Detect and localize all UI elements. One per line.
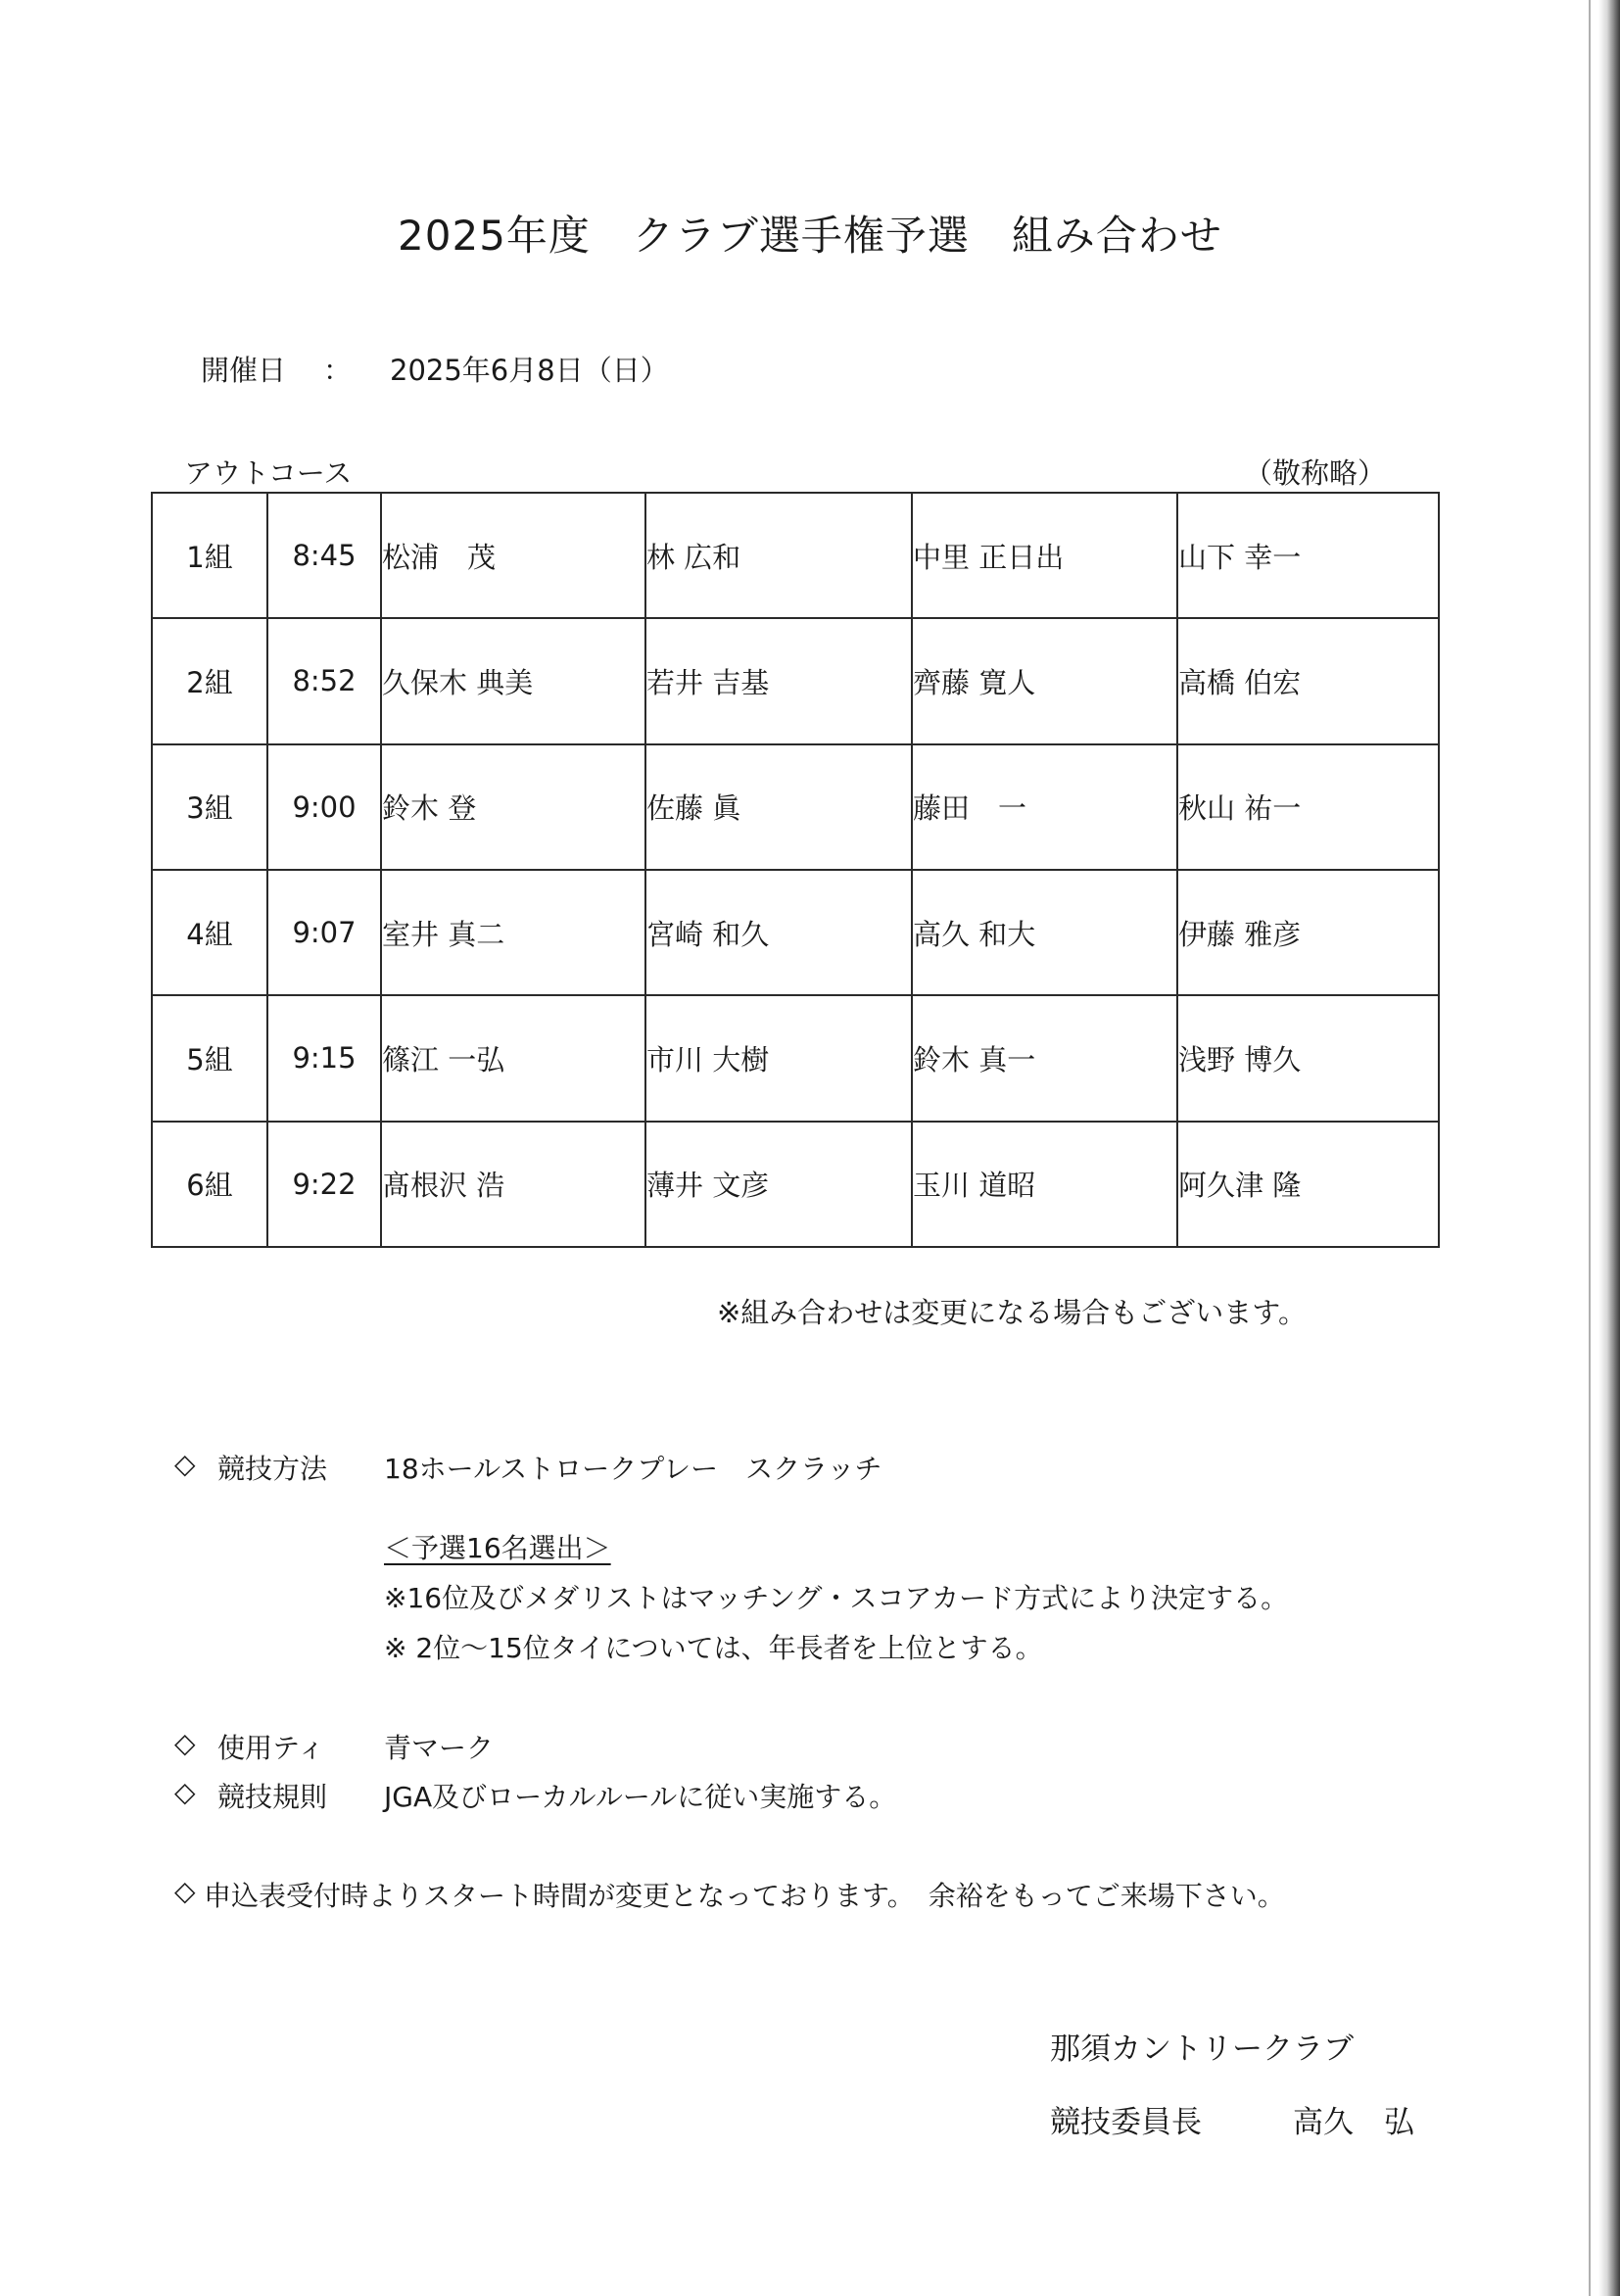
player-name: 髙根沢 浩 (382, 1169, 505, 1203)
group-number: 5組 (152, 995, 267, 1121)
group-number: 3組 (152, 744, 267, 870)
rules-label: 競技規則 (217, 1781, 328, 1813)
player-name: 鈴木 登 (382, 791, 477, 826)
player-cell (912, 493, 1177, 618)
player-cell (1177, 744, 1439, 870)
course-label: アウトコース (184, 456, 353, 490)
table-row (152, 618, 1439, 743)
group-number: 1組 (152, 493, 267, 618)
tee-time: 9:07 (267, 870, 381, 995)
date-separator: ： (323, 354, 353, 387)
player-name: 山下 幸一 (1178, 540, 1302, 574)
player-cell (1177, 493, 1439, 618)
player-cell (912, 744, 1177, 870)
player-name: 高橋 伯宏 (1178, 665, 1302, 699)
event-date: 2025年6月8日（日） (390, 354, 669, 387)
player-name: 秋山 祐一 (1178, 791, 1302, 826)
player-cell (645, 744, 912, 870)
player-cell (1177, 995, 1439, 1121)
rules-value: JGA及びローカルルールに従い実施する。 (384, 1781, 897, 1813)
table-row (152, 493, 1439, 618)
table-row (152, 744, 1439, 870)
qualifier-note-2: ※ 2位～15位タイについては、年長者を上位とする。 (384, 1632, 1043, 1664)
qualifier-note-1: ※16位及びメダリストはマッチング・スコアカード方式により決定する。 (384, 1582, 1289, 1614)
table-row (152, 995, 1439, 1121)
player-name: 鈴木 真一 (913, 1042, 1036, 1076)
player-cell (912, 1122, 1177, 1247)
player-name: 伊藤 雅彦 (1178, 917, 1302, 951)
player-cell (381, 1122, 645, 1247)
start-time-notice: 申込表受付時よりスタート時間が変更となっております。 余裕をもってご来場下さい。 (204, 1880, 1285, 1912)
player-cell (645, 1122, 912, 1247)
player-name: 高久 和大 (913, 917, 1036, 951)
player-name: 室井 真二 (382, 917, 505, 951)
tee-time: 8:45 (267, 493, 381, 618)
competition-method-value: 18ホールストロークプレー スクラッチ (384, 1453, 882, 1485)
qualifier-heading: ＜予選16名選出＞ (384, 1532, 611, 1564)
tee-time: 9:22 (267, 1122, 381, 1247)
group-number: 6組 (152, 1122, 267, 1247)
change-note: ※組み合わせは変更になる場合もございます。 (717, 1296, 1307, 1329)
page-title: 2025年度 クラブ選手権予選 組み合わせ (398, 212, 1222, 260)
tee-time: 9:15 (267, 995, 381, 1121)
player-name: 林 広和 (646, 540, 741, 574)
group-number: 4組 (152, 870, 267, 995)
scan-edge-shadow (1598, 0, 1620, 2296)
player-cell (645, 995, 912, 1121)
player-name: 玉川 道昭 (913, 1169, 1036, 1203)
player-cell (645, 870, 912, 995)
player-name: 市川 大樹 (646, 1042, 770, 1076)
player-name: 佐藤 眞 (646, 791, 741, 826)
player-cell (645, 618, 912, 743)
player-name: 篠江 一弘 (382, 1042, 505, 1076)
player-cell (1177, 870, 1439, 995)
player-cell (381, 870, 645, 995)
competition-method-label: 競技方法 (217, 1453, 328, 1485)
club-name: 那須カントリークラブ (1050, 2032, 1354, 2067)
date-label: 開催日 (201, 354, 287, 387)
table-row (152, 870, 1439, 995)
player-name: 宮崎 和久 (646, 917, 770, 951)
diamond-bullet: ◇ (174, 1727, 196, 1759)
tee-value: 青マーク (384, 1732, 495, 1764)
diamond-bullet: ◇ (174, 1776, 196, 1808)
group-number: 2組 (152, 618, 267, 743)
player-name: 齊藤 寛人 (913, 665, 1036, 699)
player-cell (912, 870, 1177, 995)
diamond-bullet: ◇ (174, 1875, 196, 1907)
tee-time: 8:52 (267, 618, 381, 743)
player-name: 阿久津 隆 (1178, 1169, 1302, 1203)
tee-time: 9:00 (267, 744, 381, 870)
player-cell (912, 995, 1177, 1121)
chair-title: 競技委員長 (1050, 2105, 1202, 2140)
player-cell (1177, 1122, 1439, 1247)
player-cell (1177, 618, 1439, 743)
player-name: 久保木 典美 (382, 665, 534, 699)
player-cell (381, 995, 645, 1121)
honorific-note: （敬称略） (1244, 456, 1387, 490)
player-name: 浅野 博久 (1178, 1042, 1302, 1076)
player-name: 松浦 茂 (382, 540, 497, 574)
player-cell (912, 618, 1177, 743)
player-name: 薄井 文彦 (646, 1169, 770, 1203)
diamond-bullet: ◇ (174, 1448, 196, 1480)
player-name: 若井 吉基 (646, 665, 770, 699)
player-name: 藤田 一 (913, 791, 1027, 826)
player-cell (381, 744, 645, 870)
scan-edge-line (1589, 0, 1591, 2296)
player-name: 中里 正日出 (913, 540, 1065, 574)
player-cell (381, 493, 645, 618)
tee-label: 使用ティ (217, 1732, 325, 1764)
player-cell (381, 618, 645, 743)
table-row (152, 1122, 1439, 1247)
pairings-table (151, 492, 1440, 1248)
chair-name: 高久 弘 (1293, 2105, 1414, 2140)
player-cell (645, 493, 912, 618)
